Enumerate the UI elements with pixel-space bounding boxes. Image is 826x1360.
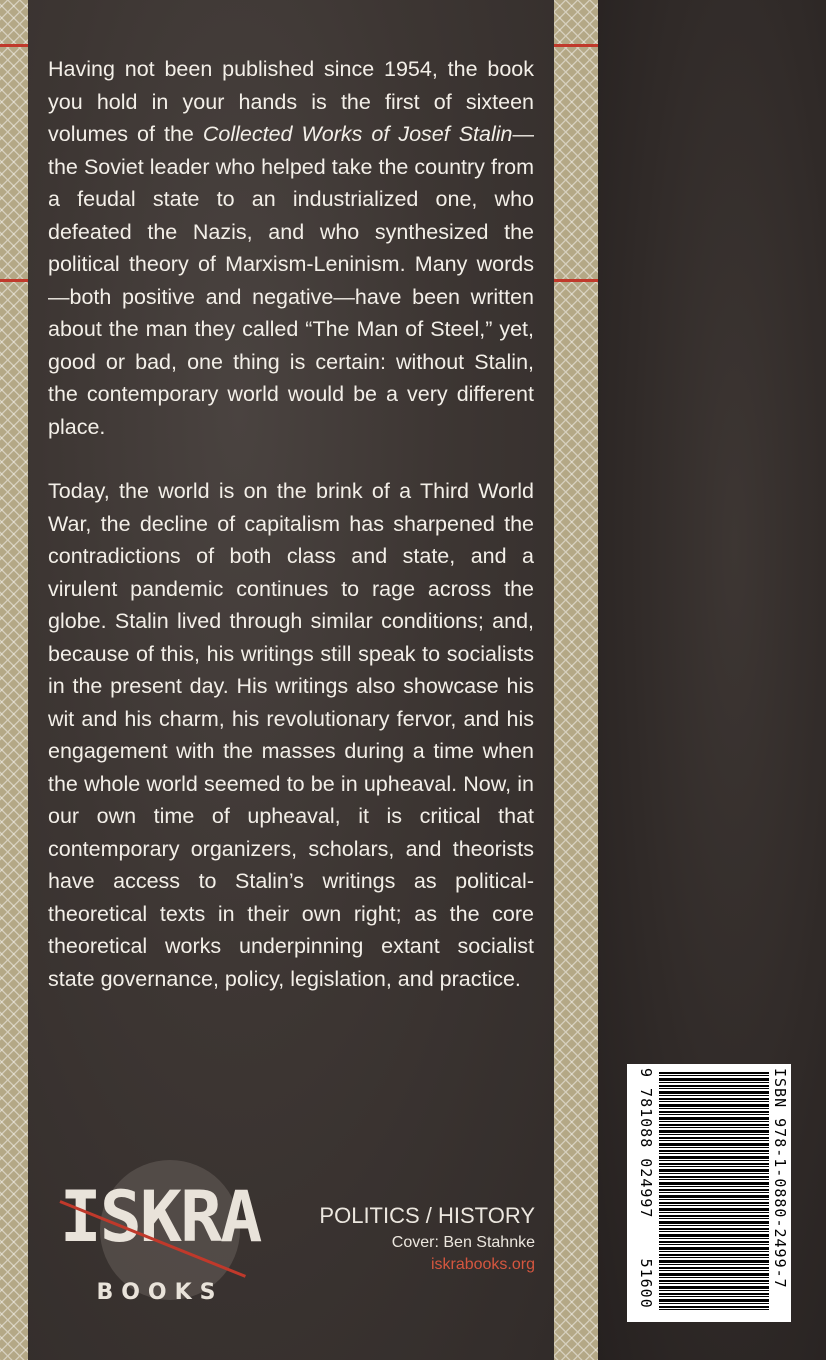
book-meta bbox=[319, 1202, 535, 1276]
barcode-digits bbox=[637, 1068, 655, 1318]
red-accent-line bbox=[554, 279, 598, 282]
ean-digits: 9 781088 024997 bbox=[637, 1068, 655, 1219]
blurb-text bbox=[48, 53, 534, 1027]
isbn-barcode bbox=[627, 1064, 791, 1322]
book-title-italic: Collected Works of Josef Stalin bbox=[202, 122, 513, 146]
category-label: POLITICS / HISTORY bbox=[319, 1203, 535, 1228]
red-accent-line bbox=[0, 279, 28, 282]
blurb-paragraph-1 bbox=[48, 53, 534, 443]
decorative-strip-left bbox=[0, 0, 28, 1360]
logo-subtitle: BOOKS bbox=[96, 1280, 224, 1305]
barcode-bars bbox=[659, 1072, 769, 1312]
cover-credit: Cover: Ben Stahnke bbox=[391, 1234, 535, 1251]
isbn-label: ISBN 978-1-0880-2499-7 bbox=[771, 1068, 789, 1289]
decorative-strip-middle bbox=[554, 0, 598, 1360]
logo-wordmark: ISKRA bbox=[59, 1176, 261, 1258]
blurb-text-segment: Having not been published since 1954, the book you hold in your hands is the first of sixteen volumes of the bbox=[48, 57, 534, 146]
publisher-logo bbox=[40, 1160, 280, 1320]
blurb-paragraph-2: Today, the world is on the brink of a Third World War, the decline of capitalism has sharpened the contradictions of both class and state, and a virulent pandemic continues to rage across the globe. Stalin lived through similar conditions; and, because of this, his writings still speak to socialists in the present day. His writings also showcase his wit and his charm, his revolutionary fervor, and his engagement with the masses during a time when the whole world seemed to be in upheaval. Now, in our own time of upheaval, it is critical that contemporary organizers, scholars, and theorists have access to Stalin’s writings as political-theoretical texts in their own right; as the core theoretical works underpinning extant socialist state governance, policy, legislation, and practice. bbox=[48, 479, 534, 991]
blurb-text-segment: —the Soviet leader who helped take the country from a feudal state to an industrialized one, who defeated the Nazis, and who synthesized the political theory of Marxism-Leninism. Many words—both positive and negative—have been written about the man they called “The Man of Steel,” yet, good or bad, one thing is certain: without Stalin, the contemporary world would be a very different place. bbox=[48, 122, 534, 439]
red-accent-line bbox=[554, 44, 598, 47]
publisher-website[interactable]: iskrabooks.org bbox=[430, 1256, 535, 1273]
price-code: 51600 bbox=[637, 1258, 655, 1309]
barcode-rotated bbox=[627, 1064, 791, 1322]
red-accent-line bbox=[0, 44, 28, 47]
